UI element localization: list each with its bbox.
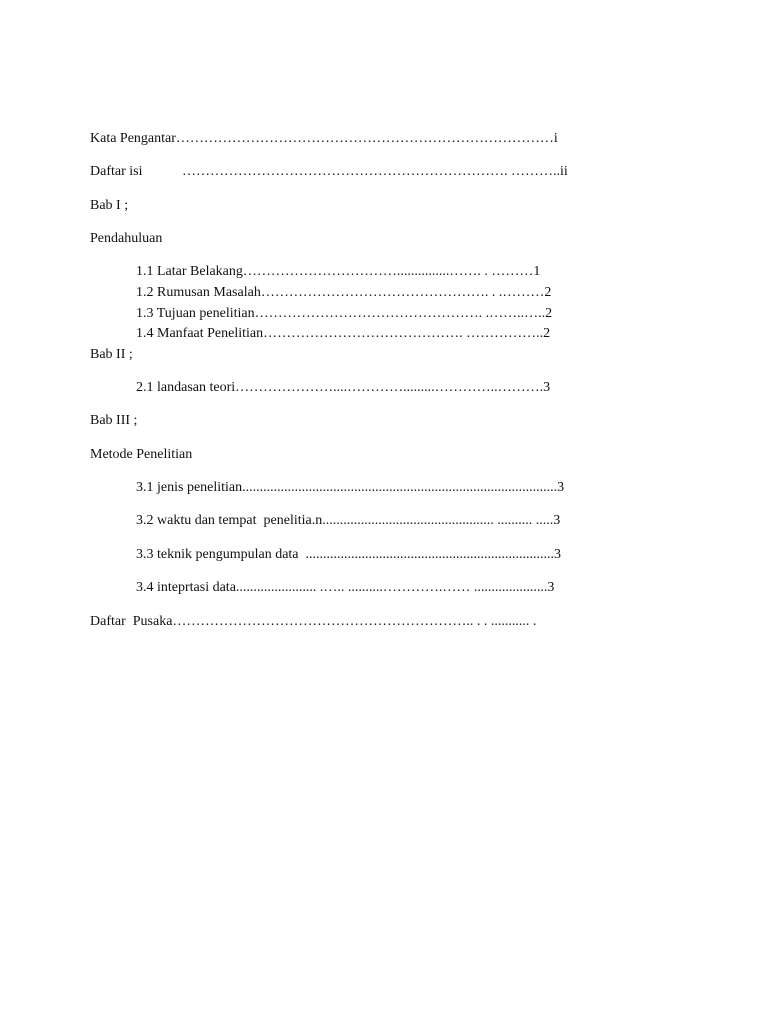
toc-item-1-3: 1.3 Tujuan penelitian…………………………………………. .……..…..2 bbox=[136, 306, 553, 321]
chapter-heading-bab-1: Bab I ; bbox=[90, 198, 129, 213]
chapter-heading-bab-3: Bab III ; bbox=[90, 413, 138, 428]
toc-item-1-2: 1.2 Rumusan Masalah…………………………………………. . .………2 bbox=[136, 285, 552, 300]
chapter-title-pendahuluan: Pendahuluan bbox=[90, 231, 163, 246]
toc-item-3-2: 3.2 waktu dan tempat penelitia.n................................................. .......... .....3 bbox=[136, 513, 561, 528]
toc-item-1-1: 1.1 Latar Belakang……………………………...............……. . ………1 bbox=[136, 264, 541, 279]
toc-daftar-isi-leader: ……………………………………………………………. ………..ii bbox=[182, 164, 568, 179]
toc-daftar-pusaka: Daftar Pusaka……………………………………………………….. . . ........... . bbox=[90, 614, 537, 629]
chapter-heading-bab-2: Bab II ; bbox=[90, 347, 133, 362]
toc-daftar-isi-label: Daftar isi bbox=[90, 164, 143, 179]
toc-item-3-4: 3.4 inteprtasi data....................... .….. ..........………….…… .....................3 bbox=[136, 580, 555, 595]
toc-item-1-4: 1.4 Manfaat Penelitian……………………………………. ……………..2 bbox=[136, 326, 551, 341]
toc-item-3-1: 3.1 jenis penelitian..........................................................................................3 bbox=[136, 480, 565, 495]
toc-item-3-3: 3.3 teknik pengumpulan data .......................................................................3 bbox=[136, 547, 562, 562]
toc-kata-pengantar: Kata Pengantar………………………………………………………………………i bbox=[90, 131, 558, 146]
toc-item-2-1: 2.1 landasan teori…………………....………….........…………..……….3 bbox=[136, 380, 551, 395]
chapter-title-metode-penelitian: Metode Penelitian bbox=[90, 447, 193, 462]
